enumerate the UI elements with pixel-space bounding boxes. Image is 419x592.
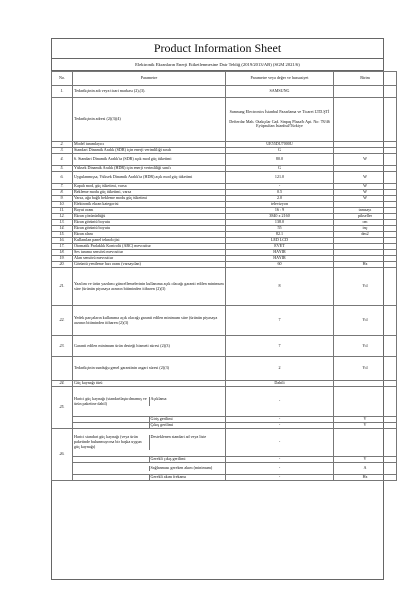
psu-sub-label: Giriş gerilimi [150, 416, 173, 422]
row-unit: Yıl [334, 268, 397, 306]
row-number: 26. [52, 429, 73, 481]
row-unit: V [334, 457, 397, 463]
row-value: HAYIR [226, 256, 334, 262]
row-parameter: Yazılım ve ürün yazılımı güncellemelerinin kullanıma açık olacağı garanti edilen minimum süre (ürünün piyasaya arzının bitiminden itibaren (2)(3) [73, 268, 226, 306]
row-unit: Hz [334, 262, 397, 268]
row-value: 16 : 9 [226, 208, 334, 214]
row-number: 14. [52, 226, 73, 232]
row-number: 11. [52, 208, 73, 214]
table-row [52, 475, 397, 481]
row-value: 0.5 [226, 190, 334, 196]
row-value: - [226, 417, 334, 423]
row-number: 15. [52, 232, 73, 238]
col-value-header: Parametre veya değer ve hassasiyet [226, 72, 334, 86]
row-number: 10. [52, 202, 73, 208]
row-unit: W [334, 184, 397, 190]
row-parameter: Standart Dinamik Aralık (SDR) için enerji verimliliği sınıfı [73, 148, 226, 154]
row-value: Samsung Electronics İstanbul Pazarlama ve Ticaret LTD.ŞTİ Defterdar Mah. Otakçılar Cad. Sinpaş Plaza/b Apt. No: 78/46 Eyüpsultan İstanbul/Türkiye [226, 98, 334, 142]
row-unit [334, 86, 397, 98]
row-parameter: Ekran çözünürlüğü [73, 214, 226, 220]
psu-sub-label: Açıklama [150, 395, 167, 401]
row-number: 9. [52, 196, 73, 202]
row-value: HAYIR [226, 250, 334, 256]
row-number: 2. [52, 142, 73, 148]
row-unit [334, 429, 397, 457]
row-parameter: Ekran görüntü boyutu [73, 226, 226, 232]
row-value: 2 [226, 357, 334, 381]
table-row [52, 154, 397, 166]
row-value: 7 [226, 336, 334, 357]
row-parameter [73, 417, 226, 423]
row-value: 2.0 [226, 196, 334, 202]
row-parameter: Tedarikçinin adı veya ticari markası (2),(3). [73, 86, 226, 98]
row-number: 18. [52, 250, 73, 256]
row-value: LED LCD [226, 238, 334, 244]
row-parameter: Ekran görüntü boyutu [73, 220, 226, 226]
row-parameter [73, 463, 226, 475]
row-number: 1. [52, 86, 73, 98]
col-no-header: No. [52, 72, 73, 86]
row-parameter: Model tanımlayıcı [73, 142, 226, 148]
row-value: Dahili [226, 381, 334, 387]
row-parameter: Garanti edilen minimum ürün desteği hizmeti süresi (2)(3) [73, 336, 226, 357]
row-unit: V [334, 417, 397, 423]
row-unit [334, 387, 397, 417]
header-row [52, 72, 397, 86]
row-value: SAMSUNG [226, 86, 334, 98]
table-row [52, 268, 397, 306]
row-unit: W [334, 190, 397, 196]
table-row [52, 86, 397, 98]
row-unit: Yıl [334, 336, 397, 357]
row-number: 19. [52, 256, 73, 262]
row-value: EVET [226, 244, 334, 250]
row-value: - [226, 429, 334, 457]
row-parameter: Kullanılan panel teknolojisi [73, 238, 226, 244]
psu-sub-label: Gerekli çıkış gerilimi [150, 456, 186, 462]
col-unit-header: Birim [334, 72, 397, 86]
psu-sub-label: Sağlanması gereken akım (minimum) [150, 465, 213, 471]
row-value: 82.1 [226, 232, 334, 238]
row-value: televizyon [226, 202, 334, 208]
row-parameter: Boyut oranı [73, 208, 226, 214]
row-parameter: Tedarikçinin adresi (2)(3)(4) [73, 98, 226, 142]
row-value: G [226, 166, 334, 172]
table-row [52, 172, 397, 184]
row-number: 21. [52, 268, 73, 306]
row-number: 20. [52, 262, 73, 268]
psu-title [73, 475, 150, 480]
psu-title [73, 457, 150, 462]
row-unit: dm2 [334, 232, 397, 238]
row-number [52, 98, 73, 142]
row-unit: inç [334, 226, 397, 232]
row-value: 55 [226, 226, 334, 232]
row-value: - [226, 184, 334, 190]
row-unit: tamsayı [334, 208, 397, 214]
row-number: 6. [52, 172, 73, 184]
row-parameter: Varsa, ağa bağlı bekleme modu güç tüketimi [73, 196, 226, 202]
row-value: 60 [226, 262, 334, 268]
row-parameter: 6. Standart Dinamik Aralık'ta (SDR) açık mod güç tüketimi [73, 154, 226, 166]
row-value: - [226, 463, 334, 475]
row-parameter: Görüntü yenileme hızı oranı (varsayılan) [73, 262, 226, 268]
row-number: 3. [52, 148, 73, 154]
row-value: 7 [226, 306, 334, 336]
row-parameter: Elektronik ekran kategorisi [73, 202, 226, 208]
row-value: - [226, 423, 334, 429]
row-number: 13. [52, 220, 73, 226]
sheet-subtitle: Elektronik Ekranların Enerji Etiketlenmesine Dair Tebliğ (2019/2013/AB) (SGM 2021/6) [51, 59, 384, 71]
table-row [52, 336, 397, 357]
row-number: 7. [52, 184, 73, 190]
row-unit: pikseller [334, 214, 397, 220]
row-parameter: Otomatik Parlaklık Kontrolü (ABC) mevcuttur [73, 244, 226, 250]
row-unit: W [334, 154, 397, 166]
row-parameter [73, 475, 226, 481]
row-number: 22. [52, 306, 73, 336]
row-value: - [226, 475, 334, 481]
row-value: 138.0 [226, 220, 334, 226]
row-number: 12. [52, 214, 73, 220]
row-unit: A [334, 463, 397, 475]
row-unit: Hz [334, 475, 397, 481]
row-value: - [226, 457, 334, 463]
table-row [52, 429, 397, 457]
row-number: 24. [52, 381, 73, 387]
row-unit: cm [334, 220, 397, 226]
row-value: UE55DU7000U [226, 142, 334, 148]
row-number: 16. [52, 238, 73, 244]
row-number: 17. [52, 244, 73, 250]
row-parameter [73, 423, 226, 429]
psu-sub-label: Desteklenen standart ad veya liste [150, 434, 207, 440]
row-unit: Yıl [334, 357, 397, 381]
row-number: 25. [52, 387, 73, 429]
row-value: 8 [226, 268, 334, 306]
row-value: 3840 x 2160 [226, 214, 334, 220]
row-number: 23. [52, 336, 73, 357]
row-unit: V [334, 423, 397, 429]
row-number [52, 357, 73, 381]
sheet-title: Product Information Sheet [51, 38, 384, 59]
row-value: 80.0 [226, 154, 334, 166]
psu-title: Harici güç kaynağı (standartlaştırılmamış ve ürün paketine dahil) [73, 397, 150, 406]
row-parameter: Ses tanıma sensörü mevcuttur [73, 250, 226, 256]
table-row [52, 387, 397, 417]
psu-sub-label: Çıkış gerilimi [150, 422, 174, 428]
row-parameter: Güç kaynağı türü [73, 381, 226, 387]
row-parameter [73, 387, 226, 417]
table-row [52, 306, 397, 336]
row-value: - [226, 387, 334, 417]
row-value: G [226, 148, 334, 154]
row-parameter: Tedarikçinin sunduğu genel garantinin asgari süresi (2)(3) [73, 357, 226, 381]
row-parameter [73, 457, 226, 463]
row-number: 8. [52, 190, 73, 196]
row-unit: Yıl [334, 306, 397, 336]
row-parameter [73, 429, 226, 457]
row-parameter: Uygulanmışsa, Yüksek Dinamik Aralık'ta (HDR) açık mod güç tüketimi [73, 172, 226, 184]
row-unit: W [334, 196, 397, 202]
table-row [52, 357, 397, 381]
table-row [52, 98, 397, 142]
psu-title [73, 417, 150, 422]
table-row [52, 463, 397, 475]
row-parameter: Yedek parçaların kullanıma açık olacağı garanti edilen minimum süre (ürünün piyasaya arzının bitiminden itibaren (2)(3) [73, 306, 226, 336]
row-parameter: Ekran alanı [73, 232, 226, 238]
row-unit [334, 98, 397, 142]
row-parameter: Kapalı mod, güç tüketimi, varsa [73, 184, 226, 190]
psu-title [73, 466, 150, 471]
psu-sub-label: Gerekli akım frekansı [150, 474, 187, 480]
col-param-header: Parametre [73, 72, 226, 86]
row-parameter: Alan sensörü mevcuttur [73, 256, 226, 262]
row-parameter: Bekleme modu güç tüketimi, varsa [73, 190, 226, 196]
row-number: 5. [52, 166, 73, 172]
row-value: 121.0 [226, 172, 334, 184]
row-parameter: Yüksek Dinamik Aralık (HDR) için enerji verimliliği sınıfı [73, 166, 226, 172]
row-number: 4. [52, 154, 73, 166]
psu-title: Harici standart güç kaynağı (veya ürün paketinde bulunmuyorsa bir başka uygun güç kaynağı) [73, 435, 150, 449]
product-info-table [51, 71, 397, 481]
row-unit: W [334, 172, 397, 184]
psu-title [73, 423, 150, 428]
